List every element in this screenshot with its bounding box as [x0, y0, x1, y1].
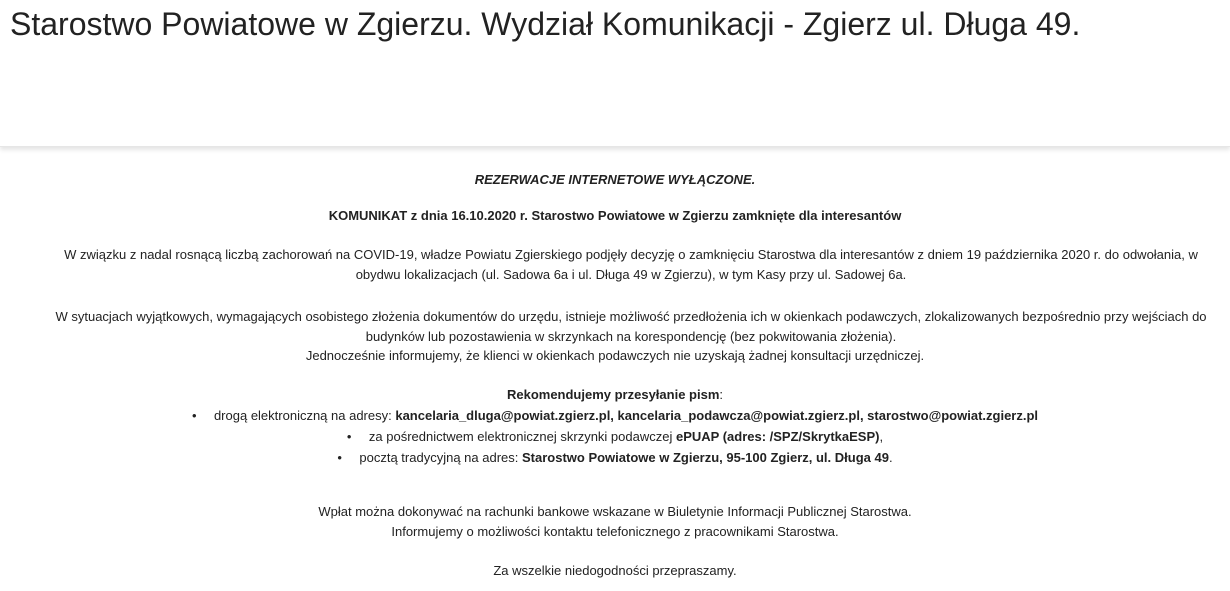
list-item	[0, 426, 1230, 447]
item-prefix: pocztą tradycyjną na adres:	[359, 450, 522, 465]
item-suffix: .	[888, 450, 893, 465]
notice-title: REZERWACJE INTERNETOWE WYŁĄCZONE.	[474, 172, 756, 187]
page-header	[0, 0, 1230, 147]
item-prefix: drogą elektroniczną na adresy:	[213, 408, 396, 423]
list-item	[0, 447, 1230, 468]
notice-paragraph-closure: W związku z nadal rosnącą liczbą zachorowań na COVID-19, władze Powiatu Zgierskiego podjęły decyzję o zamknięciu Starostwa dla interesantów z dniem 19 października 2020 r. do odwołania, w obydwu lokalizacjach (ul. Sadowa 6a i ul. Długa 49 w Zgierzu), w tym Kasy przy ul. Sadowej 6a.	[64, 247, 1198, 282]
item-suffix: ,	[879, 429, 884, 444]
email-addresses: kancelaria_dluga@powiat.zgierz.pl, kancelaria_podawcza@powiat.zgierz.pl, starostwo@powiat.zgierz.pl	[395, 408, 1039, 423]
payment-info: Wpłat można dokonywać na rachunki bankowe wskazane w Biuletynie Informacji Publicznej Starostwa.	[318, 504, 912, 519]
payment-contact-info	[0, 502, 1230, 542]
notice-paragraph-exceptions: W sytuacjach wyjątkowych, wymagających osobistego złożenia dokumentów do urzędu, istnieje możliwość przedłożenia ich w okienkach podawczych, zlokalizowanych bezpośrednio przy wejściach do budynków lub pozostawienia w skrzynkach na korespondencję (bez pokwitowania złożenia).	[55, 309, 1207, 344]
recommend-heading	[0, 385, 1230, 405]
postal-address: Starostwo Powiatowe w Zgierzu, 95-100 Zgierz, ul. Długa 49	[521, 450, 889, 465]
bullet-icon: •	[346, 429, 352, 444]
epuap-address: ePUAP (adres: /SPZ/SkrytkaESP)	[675, 429, 880, 444]
bullet-icon: •	[337, 450, 342, 465]
notice-paragraph-consultation: Jednocześnie informujemy, że klienci w okienkach podawczych nie uzyskają żadnej konsultacji urzędniczej.	[305, 348, 925, 363]
apology-text: Za wszelkie niedogodności przepraszamy.	[493, 563, 737, 578]
bullet-icon: •	[191, 408, 197, 423]
komunikat-heading: KOMUNIKAT z dnia 16.10.2020 r. Starostwo Powiatowe w Zgierzu zamknięte dla interesantów	[328, 208, 902, 223]
recommend-colon: :	[719, 387, 724, 402]
recommend-title: Rekomendujemy przesyłanie pism	[506, 387, 720, 402]
contact-info: Informujemy o możliwości kontaktu telefonicznego z pracownikami Starostwa.	[391, 524, 839, 539]
submission-methods-list	[0, 405, 1230, 468]
page-title: Starostwo Powiatowe w Zgierzu. Wydział Komunikacji - Zgierz ul. Długa 49.	[10, 6, 1081, 42]
list-item	[0, 405, 1230, 426]
item-prefix: za pośrednictwem elektronicznej skrzynki podawczej	[368, 429, 676, 444]
